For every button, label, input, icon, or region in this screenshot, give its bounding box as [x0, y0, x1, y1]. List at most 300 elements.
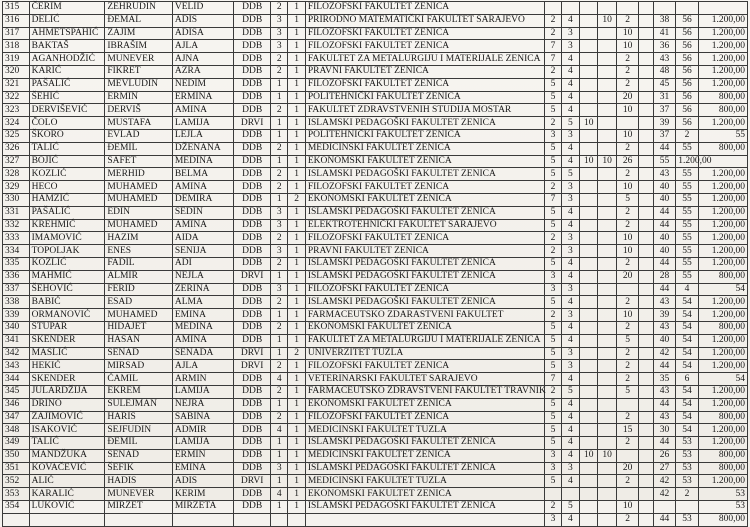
score-1-cell: 5 [545, 78, 561, 91]
faculty-cell: EKONOMSKI FAKULTET ZENICA [305, 193, 544, 206]
father-name-cell: HAZIM [105, 232, 173, 245]
score-6-cell [639, 40, 653, 53]
amount-cell: 1.200,00 [698, 398, 747, 411]
surname-cell: LUKOVIĆ [29, 501, 105, 514]
col-b-cell: 1 [288, 424, 305, 437]
first-name-cell: SENADA [172, 347, 233, 360]
table-row [3, 501, 748, 514]
first-name-cell: NEDIM [172, 78, 233, 91]
table-row [3, 257, 748, 270]
col-b-cell: 1 [288, 373, 305, 386]
category-cell: DRVI [234, 117, 271, 130]
amount-cell: 800,00 [698, 513, 747, 526]
table-row [3, 321, 748, 334]
father-name-cell: SAFET [105, 155, 173, 168]
first-name-cell: AIDA [172, 232, 233, 245]
col-a-cell: 3 [271, 462, 288, 475]
score-5-cell: 20 [616, 270, 639, 283]
score-3-cell: 10 [580, 155, 598, 168]
score-1-cell: 2 [545, 245, 561, 258]
score-7-cell: 43 [653, 53, 676, 66]
col-a-cell: 3 [271, 283, 288, 296]
row-number-cell: 321 [3, 78, 30, 91]
surname-cell: ALIĆ [29, 475, 105, 488]
category-cell: DDB [234, 168, 271, 181]
score-1-cell: 5 [545, 296, 561, 309]
col-a-cell: 1 [271, 437, 288, 450]
faculty-cell: FILOZOFSKI FAKULTET ZENICA [305, 2, 544, 15]
score-6-cell [639, 385, 653, 398]
row-number-cell: 318 [3, 40, 30, 53]
score-6-cell [639, 53, 653, 66]
amount-cell: 55 [698, 129, 747, 142]
score-7-cell: 40 [653, 193, 676, 206]
category-cell: DDB [234, 27, 271, 40]
score-1-cell: 2 [545, 65, 561, 78]
score-1-cell: 2 [545, 501, 561, 514]
father-name-cell: HADIS [105, 475, 173, 488]
score-2-cell: 4 [561, 155, 579, 168]
amount-cell: 53 [698, 488, 747, 501]
table-row [3, 2, 748, 15]
score-4-cell [598, 232, 616, 245]
score-1-cell: 5 [545, 475, 561, 488]
total-cell: 54 [676, 424, 699, 437]
total-cell: 4 [676, 283, 699, 296]
col-a-cell: 1 [271, 475, 288, 488]
table-row [3, 475, 748, 488]
father-name-cell: ENES [105, 245, 173, 258]
first-name-cell: EMINA [172, 309, 233, 322]
score-1-cell: 5 [545, 424, 561, 437]
score-1-cell [545, 2, 561, 15]
total-cell: 54 [676, 321, 699, 334]
score-4-cell [598, 104, 616, 117]
first-name-cell: AJLA [172, 40, 233, 53]
score-2-cell: 4 [561, 449, 579, 462]
score-1-cell: 5 [545, 437, 561, 450]
amount-cell: 800,00 [698, 270, 747, 283]
row-number-cell: 338 [3, 296, 30, 309]
row-number-cell: 348 [3, 424, 30, 437]
father-name-cell: HIDAJET [105, 321, 173, 334]
col-a-cell: 1 [271, 78, 288, 91]
score-6-cell [639, 360, 653, 373]
table-row [3, 385, 748, 398]
col-b-cell: 1 [288, 117, 305, 130]
father-name-cell: MUNEVER [105, 53, 173, 66]
score-6-cell [639, 309, 653, 322]
col-b-cell: 1 [288, 462, 305, 475]
score-3-cell [580, 424, 598, 437]
table-row [3, 309, 748, 322]
score-2-cell: 4 [561, 424, 579, 437]
col-b-cell: 1 [288, 321, 305, 334]
father-name-cell: MUHAMED [105, 309, 173, 322]
score-5-cell: 10 [616, 129, 639, 142]
table-row [3, 347, 748, 360]
score-7-cell: 40 [653, 181, 676, 194]
first-name-cell: SEDIN [172, 206, 233, 219]
surname-cell: MANDŽUKA [29, 449, 105, 462]
score-2-cell: 3 [561, 181, 579, 194]
table-row [3, 27, 748, 40]
score-5-cell: 2 [616, 360, 639, 373]
row-number-cell: 335 [3, 257, 30, 270]
surname-cell: AHMETSPAHIĆ [29, 27, 105, 40]
table-row [3, 245, 748, 258]
total-cell: 56 [676, 104, 699, 117]
score-3-cell [580, 2, 598, 15]
col-b-cell: 2 [288, 193, 305, 206]
score-2-cell: 4 [561, 219, 579, 232]
first-name-cell: AMINA [172, 219, 233, 232]
score-5-cell: 10 [616, 104, 639, 117]
score-6-cell [639, 424, 653, 437]
first-name-cell: AMINA [172, 104, 233, 117]
table-row [3, 296, 748, 309]
score-2-cell: 3 [561, 40, 579, 53]
score-6-cell [639, 245, 653, 258]
father-name-cell: EVLAD [105, 129, 173, 142]
surname-cell: PAŠALIĆ [29, 78, 105, 91]
score-7-cell: 43 [653, 168, 676, 181]
score-7-cell: 43 [653, 296, 676, 309]
score-5-cell: 2 [616, 513, 639, 526]
score-2-cell: 4 [561, 321, 579, 334]
score-3-cell [580, 168, 598, 181]
col-a-cell: 1 [271, 347, 288, 360]
father-name-cell: EKREM [105, 385, 173, 398]
score-4-cell [598, 117, 616, 130]
col-a-cell: 2 [271, 2, 288, 15]
father-name-cell: MUHAMED [105, 181, 173, 194]
total-cell: 55 [676, 142, 699, 155]
score-6-cell [639, 449, 653, 462]
score-5-cell: 10 [616, 40, 639, 53]
score-3-cell [580, 129, 598, 142]
row-number-cell: 324 [3, 117, 30, 130]
col-a-cell: 1 [271, 193, 288, 206]
amount-cell: 1.200,00 [698, 309, 747, 322]
table-row [3, 232, 748, 245]
score-2-cell: 5 [561, 168, 579, 181]
row-number-cell: 331 [3, 206, 30, 219]
category-cell: DRVI [234, 270, 271, 283]
row-number-cell: 344 [3, 373, 30, 386]
row-number-cell: 346 [3, 398, 30, 411]
amount-cell: 1.200,00 [698, 437, 747, 450]
table-row [3, 193, 748, 206]
faculty-cell: FILOZOFSKI FAKULTET ZENICA [305, 40, 544, 53]
category-cell: DDB [234, 193, 271, 206]
category-cell: DDB [234, 104, 271, 117]
col-b-cell: 1 [288, 385, 305, 398]
surname-cell: IMAMOVIĆ [29, 232, 105, 245]
score-4-cell [598, 360, 616, 373]
faculty-cell: FILOZOFSKI FAKULTET ZENICA [305, 283, 544, 296]
score-7-cell: 44 [653, 360, 676, 373]
col-a-cell: 2 [271, 257, 288, 270]
category-cell: DDB [234, 219, 271, 232]
category-cell: DDB [234, 142, 271, 155]
first-name-cell: ADISA [172, 27, 233, 40]
col-b-cell: 1 [288, 2, 305, 15]
col-b-cell: 1 [288, 257, 305, 270]
father-name-cell: MIRSAD [105, 360, 173, 373]
category-cell: DDB [234, 373, 271, 386]
table-row [3, 424, 748, 437]
father-name-cell: FIKRET [105, 65, 173, 78]
score-2-cell: 3 [561, 129, 579, 142]
faculty-cell: FILOZOFSKI FAKULTET ZENICA [305, 232, 544, 245]
row-number-cell: 337 [3, 283, 30, 296]
category-cell: DDB [234, 296, 271, 309]
score-3-cell [580, 437, 598, 450]
score-1-cell: 5 [545, 91, 561, 104]
row-number-cell: 316 [3, 14, 30, 27]
faculty-cell: UNIVERZITET TUZLA [305, 347, 544, 360]
score-3-cell [580, 219, 598, 232]
col-a-cell: 2 [271, 65, 288, 78]
surname-cell: KOVAČEVIĆ [29, 462, 105, 475]
col-b-cell: 1 [288, 27, 305, 40]
first-name-cell: ERMIN [172, 449, 233, 462]
score-5-cell: 2 [616, 475, 639, 488]
row-number-cell: 350 [3, 449, 30, 462]
amount-cell: 1.200,00 [698, 206, 747, 219]
father-name-cell: ĆAMIL [105, 373, 173, 386]
amount-cell: 800,00 [698, 142, 747, 155]
score-5-cell: 10 [616, 501, 639, 514]
score-1-cell: 5 [545, 321, 561, 334]
score-5-cell: 2 [616, 14, 639, 27]
score-2-cell: 3 [561, 283, 579, 296]
score-1-cell [545, 488, 561, 501]
father-name-cell: ALMIR [105, 270, 173, 283]
surname-cell: KARALIĆ [29, 488, 105, 501]
first-name-cell: EMINA [172, 462, 233, 475]
score-6-cell [639, 513, 653, 526]
score-1-cell: 5 [545, 219, 561, 232]
row-number-cell: 339 [3, 309, 30, 322]
col-a-cell: 3 [271, 27, 288, 40]
score-6-cell [639, 142, 653, 155]
score-2-cell: 4 [561, 91, 579, 104]
total-cell: 54 [676, 360, 699, 373]
surname-cell: ŠKORO [29, 129, 105, 142]
total-cell: 55 [676, 245, 699, 258]
score-2-cell: 5 [561, 117, 579, 130]
first-name-cell: SENIJA [172, 245, 233, 258]
score-4-cell [598, 513, 616, 526]
score-2-cell: 4 [561, 513, 579, 526]
col-b-cell: 1 [288, 181, 305, 194]
table-row [3, 129, 748, 142]
col-a-cell: 4 [271, 424, 288, 437]
row-number-cell: 352 [3, 475, 30, 488]
row-number-cell: 334 [3, 245, 30, 258]
score-1-cell: 3 [545, 129, 561, 142]
score-7-cell: 44 [653, 206, 676, 219]
total-cell: 53 [676, 449, 699, 462]
table-row [3, 449, 748, 462]
surname-cell: JULARDŽIJA [29, 385, 105, 398]
surname-cell: KOZLIĆ [29, 257, 105, 270]
score-6-cell [639, 27, 653, 40]
score-2-cell: 4 [561, 142, 579, 155]
score-6-cell [639, 78, 653, 91]
score-4-cell [598, 334, 616, 347]
surname-cell: PAŠALIĆ [29, 206, 105, 219]
faculty-cell: ISLAMSKI PEDAGOŠKI FAKULTET ZENICA [305, 206, 544, 219]
score-7-cell: 41 [653, 27, 676, 40]
score-3-cell [580, 513, 598, 526]
total-cell: 54 [676, 411, 699, 424]
score-6-cell [639, 501, 653, 514]
score-5-cell [616, 488, 639, 501]
score-1-cell: 7 [545, 193, 561, 206]
score-2-cell: 4 [561, 65, 579, 78]
faculty-cell: PRAVNI FAKULTET ZENICA [305, 245, 544, 258]
col-a-cell: 1 [271, 155, 288, 168]
first-name-cell: ERMINA [172, 91, 233, 104]
faculty-cell: POLITEHNIČKI FAKULTET ZENICA [305, 91, 544, 104]
score-6-cell [639, 104, 653, 117]
score-5-cell: 2 [616, 347, 639, 360]
col-b-cell: 1 [288, 53, 305, 66]
score-3-cell [580, 257, 598, 270]
score-6-cell [639, 155, 653, 168]
score-1-cell: 5 [545, 104, 561, 117]
amount-cell: 1.200,00 [698, 168, 747, 181]
surname-cell: HECO [29, 181, 105, 194]
col-a-cell: 2 [271, 232, 288, 245]
total-cell: 56 [676, 27, 699, 40]
score-5-cell: 2 [616, 53, 639, 66]
col-a-cell: 1 [271, 270, 288, 283]
score-3-cell [580, 360, 598, 373]
table-row [3, 14, 748, 27]
score-1-cell: 7 [545, 40, 561, 53]
scholarship-ranking-table [2, 1, 748, 527]
score-5-cell: 5 [616, 193, 639, 206]
category-cell: DRVI [234, 475, 271, 488]
score-3-cell [580, 181, 598, 194]
score-1-cell: 5 [545, 168, 561, 181]
score-2-cell: 4 [561, 14, 579, 27]
surname-cell: AGANHODŽIĆ [29, 53, 105, 66]
score-3-cell [580, 245, 598, 258]
father-name-cell: FADIL [105, 257, 173, 270]
first-name-cell: ARMIN [172, 373, 233, 386]
score-4-cell [598, 168, 616, 181]
score-2-cell: 4 [561, 206, 579, 219]
score-4-cell: 10 [598, 155, 616, 168]
col-b-cell [288, 513, 305, 526]
score-7-cell [653, 501, 676, 514]
first-name-cell: DŽENANA [172, 142, 233, 155]
score-6-cell [639, 219, 653, 232]
first-name-cell: SABINA [172, 411, 233, 424]
faculty-cell: FILOZOFSKI FAKULTET ZENICA [305, 411, 544, 424]
row-number-cell: 319 [3, 53, 30, 66]
score-4-cell [598, 321, 616, 334]
category-cell: DDB [234, 398, 271, 411]
score-3-cell [580, 142, 598, 155]
total-cell: 55 [676, 168, 699, 181]
father-name-cell: SEJFUDIN [105, 424, 173, 437]
table-row [3, 142, 748, 155]
father-name-cell: MIRZET [105, 501, 173, 514]
col-b-cell: 1 [288, 232, 305, 245]
score-6-cell [639, 488, 653, 501]
father-name-cell: ESAD [105, 296, 173, 309]
father-name-cell: SENAD [105, 449, 173, 462]
father-name-cell: MEVLUDIN [105, 78, 173, 91]
score-6-cell [639, 14, 653, 27]
category-cell: DDB [234, 155, 271, 168]
faculty-cell: PRIRODNO MATEMATIČKI FAKULTET SARAJEVO [305, 14, 544, 27]
score-5-cell: 10 [616, 309, 639, 322]
score-6-cell [639, 206, 653, 219]
row-number-cell: 325 [3, 129, 30, 142]
score-2-cell: 3 [561, 309, 579, 322]
score-1-cell: 7 [545, 373, 561, 386]
table-row [3, 283, 748, 296]
score-7-cell: 43 [653, 385, 676, 398]
score-5-cell: 20 [616, 462, 639, 475]
total-cell: 53 [676, 462, 699, 475]
score-2-cell: 4 [561, 53, 579, 66]
score-1-cell: 5 [545, 347, 561, 360]
category-cell: DDB [234, 257, 271, 270]
score-7-cell: 40 [653, 245, 676, 258]
score-5-cell [616, 283, 639, 296]
amount-cell: 1.200,00 [698, 385, 747, 398]
score-5-cell: 2 [616, 373, 639, 386]
col-a-cell: 3 [271, 40, 288, 53]
table-row [3, 373, 748, 386]
col-a-cell: 2 [271, 360, 288, 373]
faculty-cell: ISLAMSKI PEDAGOŠKI FAKULTET ZENICA [305, 257, 544, 270]
row-number-cell: 320 [3, 65, 30, 78]
surname-cell: BOJIĆ [29, 155, 105, 168]
score-3-cell: 10 [580, 117, 598, 130]
faculty-cell [305, 513, 544, 526]
faculty-cell: FILOZOFSKI FAKULTET ZENICA [305, 181, 544, 194]
score-5-cell [616, 117, 639, 130]
col-b-cell: 1 [288, 360, 305, 373]
score-1-cell: 3 [545, 270, 561, 283]
score-1-cell: 5 [545, 206, 561, 219]
surname-cell: MAHMIĆ [29, 270, 105, 283]
score-4-cell [598, 424, 616, 437]
total-cell: 54 [676, 334, 699, 347]
faculty-cell: ISLAMSKI PEDAGOŠKI FAKULTET ZENICA [305, 501, 544, 514]
score-5-cell: 10 [616, 181, 639, 194]
score-4-cell [598, 257, 616, 270]
col-a-cell: 1 [271, 398, 288, 411]
faculty-cell: FILOZOFSKI FAKULTET ZENICA [305, 78, 544, 91]
category-cell: DDB [234, 283, 271, 296]
score-4-cell [598, 65, 616, 78]
total-cell: 54 [676, 385, 699, 398]
table-row [3, 117, 748, 130]
first-name-cell: LAMIJA [172, 385, 233, 398]
score-4-cell [598, 347, 616, 360]
score-5-cell [616, 2, 639, 15]
